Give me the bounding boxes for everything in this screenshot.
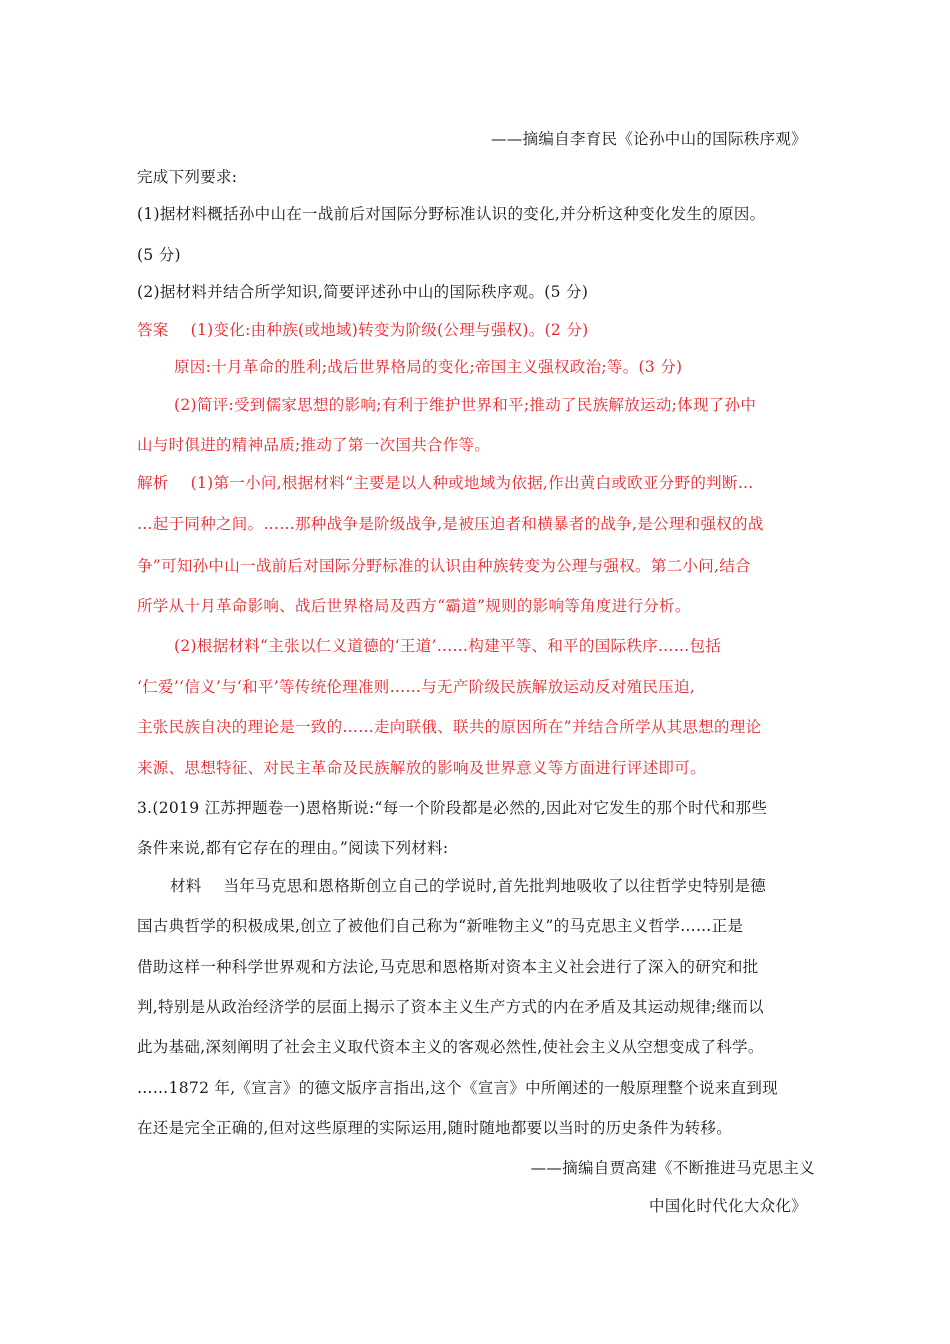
analysis-line-4: 所学从十月革命影响、战后世界格局及西方“霸道”规则的影响等角度进行分析。 <box>137 597 691 615</box>
analysis-line-1: (1)第一小问,根据材料“主要是以人种或地域为依据,作出黄白或欧亚分野的判断… <box>190 474 754 492</box>
q3-material-line-4: 判,特别是从政治经济学的层面上揭示了资本主义生产方式的内在矛盾及其运动规律;继而以 <box>137 998 764 1016</box>
analysis-line-5: (2)根据材料“主张以仁义道德的‘王道’……构建平等、和平的国际秩序……包括 <box>174 637 722 655</box>
q3-material-line-3: 借助这样一种科学世界观和方法论,马克思和恩格斯对资本主义社会进行了深入的研究和批 <box>137 958 759 976</box>
answer-line-2: 原因:十月革命的胜利;战后世界格局的变化;帝国主义强权政治;等。(3 分) <box>174 358 683 376</box>
q3-material-line-6: ……1872 年,《宣言》的德文版序言指出,这个《宣言》中所阐述的一般原理整个说来直到现 <box>137 1079 778 1097</box>
q2-subquestion-2: (2)据材料并结合所学知识,简要评述孙中山的国际秩序观。(5 分) <box>137 283 589 301</box>
analysis-block <box>137 472 754 494</box>
analysis-line-2: …起于同种之间。……那种战争是阶级战争,是被压迫者和横暴者的战争,是公理和强权的战 <box>137 515 764 533</box>
q3-line-2: 条件来说,都有它存在的理由。”阅读下列材料: <box>137 839 449 857</box>
analysis-line-3: 争”可知孙中山一战前后对国际分野标准的认识由种族转变为公理与强权。第二小问,结合 <box>137 557 751 575</box>
q3-material-line-7: 在还是完全正确的,但对这些原理的实际运用,随时随地都要以当时的历史条件为转移。 <box>137 1119 733 1137</box>
q3-source-citation-1: ——摘编自贾高建《不断推进马克思主义 <box>530 1159 815 1177</box>
analysis-line-6: ‘仁爱’‘信义’与‘和平’等传统伦理准则……与无产阶级民族解放运动反对殖民压迫, <box>137 678 695 696</box>
answer-line-4: 山与时俱进的精神品质;推动了第一次国共合作等。 <box>137 436 491 454</box>
q3-material-label: 材料 <box>170 877 202 895</box>
q3-source-citation-2: 中国化时代化大众化》 <box>648 1197 807 1215</box>
answer-line-3: (2)简评:受到儒家思想的影响;有利于维护世界和平;推动了民族解放运动;体现了孙中 <box>174 396 757 414</box>
answer-line-1: (1)变化:由种族(或地域)转变为阶级(公理与强权)。(2 分) <box>190 321 589 339</box>
q2-subquestion-1-score: (5 分) <box>137 246 181 264</box>
answer-label: 答案 <box>137 321 169 339</box>
analysis-line-8: 来源、思想特征、对民主革命及民族解放的影响及世界意义等方面进行评述即可。 <box>137 759 706 777</box>
q2-subquestion-1: (1)据材料概括孙中山在一战前后对国际分野标准认识的变化,并分析这种变化发生的原因。 <box>137 205 766 223</box>
q2-source-citation: ——摘编自李育民《论孙中山的国际秩序观》 <box>490 130 807 148</box>
q2-instruction: 完成下列要求: <box>137 168 238 186</box>
analysis-line-7: 主张民族自决的理论是一致的……走向联俄、联共的原因所在”并结合所学从其思想的理论 <box>137 718 762 736</box>
q3-material-line-2: 国古典哲学的积极成果,创立了被他们自己称为“新唯物主义”的马克思主义哲学……正是 <box>137 917 744 935</box>
q3-material-line-1: 材料 当年马克思和恩格斯创立自己的学说时,首先批判地吸收了以往哲学史特别是德 <box>170 877 767 895</box>
answer-block <box>137 319 588 341</box>
q3-material-line-5: 此为基础,深刻阐明了社会主义取代资本主义的客观必然性,使社会主义从空想变成了科学。 <box>137 1038 764 1056</box>
q3-line-1: 3.(2019 江苏押题卷一)恩格斯说:“每一个阶段都是必然的,因此对它发生的那个时代和那些 <box>137 799 768 817</box>
analysis-label: 解析 <box>137 474 169 492</box>
